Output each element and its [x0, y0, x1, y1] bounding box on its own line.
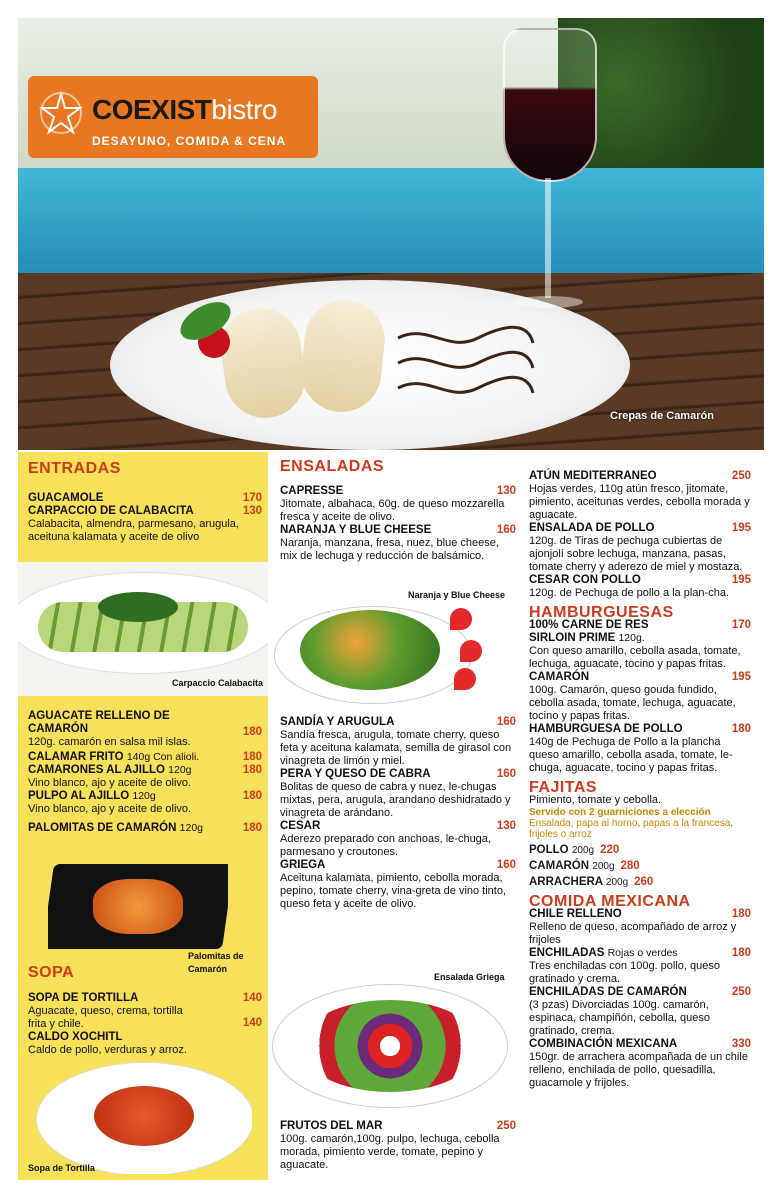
item-name: GUACAMOLE [28, 492, 104, 504]
menu-item [529, 1038, 751, 1090]
item-name: PALOMITAS DE CAMARÓN 120g [28, 822, 203, 834]
item-description: Aguacate, queso, crema, tortilla frita y chile. [28, 1005, 183, 1030]
menu-item [529, 470, 751, 522]
menu-item [28, 751, 262, 764]
item-description: Hojas verdes, 110g atún fresco, jitomate, pimiento, aceitunas verdes, cebolla morada y aguacate. [529, 483, 750, 521]
item-price: 180 [731, 947, 751, 959]
entradas-list [28, 492, 262, 544]
item-price: 180 [242, 790, 262, 802]
item-description: Vino blanco, ajo y aceite de olivo. [28, 803, 192, 815]
photo-caption: Carpaccio Calabacita [172, 678, 264, 688]
item-price: 140 [242, 1017, 262, 1029]
fajitas-prices [529, 844, 751, 889]
item-name: GRIEGA [280, 859, 326, 871]
item-name: CAPRESSE [280, 485, 344, 497]
item-name: CAMARONES AL AJILLO 120g [28, 764, 192, 776]
menu-item [28, 764, 262, 790]
entradas-panel [18, 452, 268, 562]
item-name: CAMARÓN [529, 671, 590, 683]
menu-item [529, 632, 751, 671]
star-logo-icon [36, 88, 86, 138]
menu-item [529, 522, 751, 574]
hero-caption: Crepas de Camarón [610, 410, 714, 422]
item-price: 250 [731, 986, 751, 998]
menu-item [529, 619, 751, 632]
menu-item [28, 492, 262, 505]
entradas-list-2 [28, 710, 262, 835]
sopa-title: SOPA [28, 964, 75, 981]
frutos-del-mar [280, 1120, 516, 1172]
griega-photo [270, 970, 510, 1110]
item-description: 100g. Camarón, queso gouda fundido, cebolla asada, tomate, lechuga, aguacate, tocino y papas fritas. [529, 684, 736, 722]
item-name: ATÚN MEDITERRANEO [529, 470, 657, 482]
item-name: 100% CARNE DE RES [529, 619, 649, 631]
menu-item [28, 822, 262, 835]
entradas-sopa-panel [18, 696, 268, 1180]
item-price: 180 [242, 751, 262, 763]
menu-item [280, 524, 516, 563]
item-price: 195 [731, 671, 751, 683]
item-name: ENCHILADAS DE CAMARÓN [529, 986, 687, 998]
carpaccio-photo [18, 562, 268, 696]
menu-item [529, 947, 751, 986]
entradas-title: ENTRADAS [28, 460, 121, 477]
item-price: 330 [731, 1038, 751, 1050]
item-description: Tres enchiladas con 100g. pollo, queso gratinado y crema. [529, 960, 720, 985]
item-name: SOPA DE TORTILLA [28, 992, 139, 1004]
item-price: 180 [242, 764, 262, 776]
item-price: 140 [242, 992, 262, 1004]
sopa-photo [36, 1062, 252, 1174]
menu-item [28, 710, 218, 749]
item-name: CESAR [280, 820, 321, 832]
fajitas-note: Servido con 2 guarniciones a elección [529, 807, 711, 818]
ensaladas-column [280, 460, 516, 563]
brand-tagline: DESAYUNO, COMIDA & CENA [92, 134, 287, 148]
item-name: ENCHILADAS Rojas o verdes [529, 947, 678, 959]
item-price: 130 [496, 820, 516, 832]
brand-name: COEXISTbistro [92, 94, 277, 125]
item-name: SIRLOIN PRIME 120g. [529, 632, 645, 644]
menu-item [529, 986, 751, 1038]
item-description: Relleno de queso, acompañado de arroz y frijoles [529, 921, 737, 946]
item-price: 170 [242, 492, 262, 504]
ensaladas-list [280, 485, 516, 563]
palomitas-photo [48, 854, 228, 954]
item-description: 120g. camarón en salsa mil islas. [28, 736, 191, 748]
item-name: CALDO XOCHITL [28, 1031, 123, 1043]
menu-item [280, 716, 516, 768]
item-name: ENSALADA DE POLLO [529, 522, 655, 534]
item-description: Vino blanco, ajo y aceite de olivo. [28, 777, 192, 789]
photo-caption: Naranja y Blue Cheese [408, 590, 506, 600]
item-name: HAMBURGUESA DE POLLO [529, 723, 683, 735]
menu-item [28, 505, 262, 544]
item-description: Bolitas de queso de cabra y nuez, le-chugas mixtas, pera, arugula, arandano deshidratado y vinagreta de arándano. [280, 781, 511, 819]
item-description: Aderezo preparado con anchoas, le-chuga, parmesano y croutones. [280, 833, 491, 858]
item-price: 250 [731, 470, 751, 482]
item-name: PERA Y QUESO DE CABRA [280, 768, 431, 780]
item-name: SANDÍA Y ARUGULA [280, 716, 395, 728]
mexicana-title: COMIDA MEXICANA [529, 893, 691, 910]
item-description: 120g. de Tiras de pechuga cubiertas de ajonjolí sobre lechuga, manzana, pasas, tomate cherry y aderezo de miel y mostaza. [529, 535, 743, 573]
item-name: AGUACATE RELLENO DE CAMARÓN [28, 710, 170, 735]
item-price: 180 [731, 908, 751, 920]
naranja-photo [270, 588, 520, 710]
item-price: 195 [731, 574, 751, 586]
menu-item [529, 574, 751, 600]
item-price: 170 [731, 619, 751, 631]
menu-item [280, 1120, 516, 1172]
item-description: Con queso amarillo, cebolla asada, tomate, lechuga, aguacate, tocino y papas fritas. [529, 645, 741, 670]
item-description: Jitomate, albahaca, 60g. de queso mozzarella fresca y aceite de olivo. [280, 498, 505, 523]
item-description: Caldo de pollo, verduras y arroz. [28, 1044, 187, 1056]
menu-item [529, 723, 751, 775]
right-column [529, 470, 751, 1090]
item-name: NARANJA Y BLUE CHEESE [280, 524, 432, 536]
menu-item [529, 671, 751, 723]
item-price: 180 [731, 723, 751, 735]
item-price: 160 [496, 716, 516, 728]
ensaladas-title: ENSALADAS [280, 458, 385, 475]
item-price: 250 [496, 1120, 516, 1132]
photo-caption: Ensalada Griega [434, 972, 505, 982]
fajitas-sides: Ensalada, papa al horno, papas a la francesa, frijoles o arroz [529, 818, 734, 840]
item-description: (3 pzas) Divorciadas 100g. camarón, espinaca, champiñón, cebolla, queso gratinado, crema. [529, 999, 711, 1037]
menu-item [529, 908, 751, 947]
item-description: 120g. de Pechuga de pollo a la plan-cha. [529, 587, 729, 599]
fajita-row: POLLO 200g 220 [529, 844, 620, 856]
chocolate-drizzle [388, 318, 538, 418]
menu-item [280, 485, 516, 524]
item-name: COMBINACIÓN MEXICANA [529, 1038, 678, 1050]
menu-item [28, 992, 262, 1031]
menu-item [280, 859, 516, 911]
menu-item [280, 768, 516, 820]
item-price: 130 [496, 485, 516, 497]
fajitas-description: Pimiento, tomate y cebolla. [529, 794, 662, 806]
sopa-list [28, 992, 262, 1057]
item-description: Sandía fresca, arugula, tomate cherry, queso feta y aceituna kalamata, semilla de girasol con vinagreta de limón y miel. [280, 729, 512, 767]
photo-caption: Palomitas de Camarón [188, 951, 244, 974]
item-price: 180 [242, 822, 262, 834]
item-name: CARPACCIO DE CALABACITA [28, 505, 194, 517]
item-name: CALAMAR FRITO 140g Con alioli. [28, 751, 200, 763]
item-description: Aceituna kalamata, pimiento, cebolla morada, pepino, tomate cherry, vina-greta de vino tinto, queso feta y aceite de olivo. [280, 872, 507, 910]
item-description: Naranja, manzana, fresa, nuez, blue cheese, mix de lechuga y reducción de balsámico. [280, 537, 499, 562]
item-price: 160 [496, 859, 516, 871]
item-price: 160 [496, 524, 516, 536]
item-description: Calabacita, almendra, parmesano, arugula, aceituna kalamata y aceite de olivo [28, 518, 239, 543]
menu-item [280, 820, 516, 859]
photo-caption: Sopa de Tortilla [28, 1163, 95, 1173]
item-price: 130 [242, 505, 262, 517]
brand-logo [28, 76, 318, 158]
item-name: PULPO AL AJILLO 120g [28, 790, 156, 802]
wine-glass [493, 28, 603, 318]
item-name: CESAR CON POLLO [529, 574, 641, 586]
item-description: 140g de Pechuga de Pollo a la plancha queso amarillo, cebolla asada, tomate, le-chuga, aguacate, tocino y papas fritas. [529, 736, 733, 774]
item-description: 100g. camarón,100g. pulpo, lechuga, cebolla morada, pimiento verde, tomate, pepino y aguacate. [280, 1133, 500, 1171]
item-name: CHILE RELLENO [529, 908, 622, 920]
item-price: 195 [731, 522, 751, 534]
item-description: 150gr. de arrachera acompañada de un chile relleno, enchilada de pollo, quesadilla, guacamole y frijoles. [529, 1051, 748, 1089]
fajita-row: ARRACHERA 200g 260 [529, 876, 654, 888]
ensaladas-column-2 [280, 716, 516, 911]
item-name: FRUTOS DEL MAR [280, 1120, 383, 1132]
hamburguesas-title: HAMBURGUESAS [529, 604, 674, 621]
menu-item [28, 790, 262, 816]
fajita-row: CAMARÓN 200g 280 [529, 860, 640, 872]
fajitas-title: FAJITAS [529, 779, 598, 796]
item-price: 160 [496, 768, 516, 780]
item-price: 180 [242, 726, 262, 738]
